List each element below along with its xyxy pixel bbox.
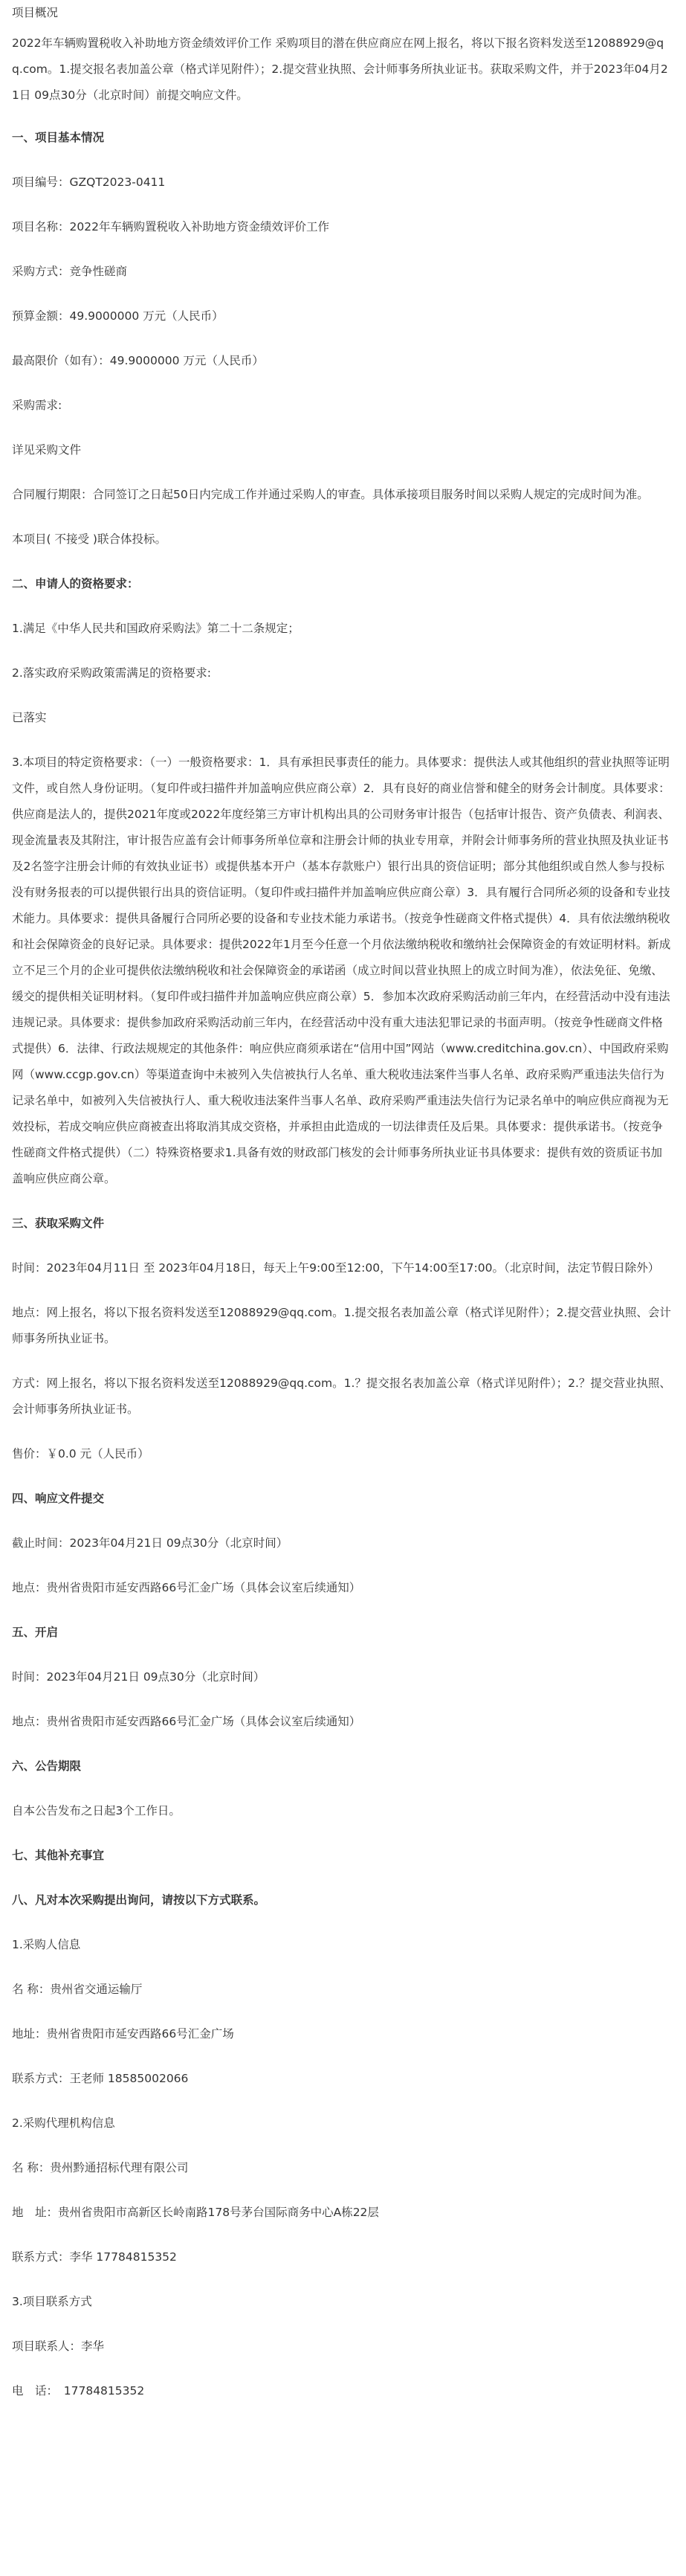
buyer-name: 名 称：贵州省交通运输厅 [12,1983,143,1996]
section-3-title: 三、获取采购文件 [12,1217,105,1230]
opening-time: 时间：2023年04月21日 09点30分（北京时间） [12,1670,265,1684]
overview-text: 2022年车辆购置税收入补助地方资金绩效评价工作 采购项目的潜在供应商应在网上报名，将以下报名资料发送至12088929@qq.com。1.提交报名表加盖公章（格式详见附件）；2.提交营业执照、会计师事务所执业证书。获取采购文件，并于2023年04月21日 09点30分（北京时间）前提交响应文件。 [12,36,668,102]
qualification-2: 2.落实政府采购政策需满足的资格要求: [12,666,212,680]
section-7-title: 七、其他补充事宜 [12,1849,105,1862]
qualification-1: 1.满足《中华人民共和国政府采购法》第二十二条规定； [12,622,300,635]
agent-address: 地 址：贵州省贵阳市高新区长岭南路178号茅台国际商务中心A栋22层 [12,2206,379,2219]
qualification-2-value: 已落实 [12,711,47,724]
agent-name: 名 称：贵州黔通招标代理有限公司 [12,2161,189,2174]
max-price: 最高限价（如有）：49.9000000 万元（人民币） [12,354,264,367]
section-2-title: 二、申请人的资格要求： [12,577,139,590]
buyer-info-label: 1.采购人信息 [12,1938,81,1951]
submission-place: 地点：贵州省贵阳市延安西路66号汇金广场（具体会议室后续通知） [12,1581,361,1594]
procurement-method: 采购方式：竞争性磋商 [12,265,128,278]
demand-text: 详见采购文件 [12,443,82,457]
opening-place: 地点：贵州省贵阳市延安西路66号汇金广场（具体会议室后续通知） [12,1715,361,1728]
project-contact-label: 3.项目联系方式 [12,2295,92,2308]
section-8-title: 八、凡对本次采购提出询问，请按以下方式联系。 [12,1893,266,1907]
agent-info-label: 2.采购代理机构信息 [12,2116,115,2130]
project-contact-phone: 电 话： 17784815352 [12,2384,145,2398]
budget-amount: 预算金额：49.9000000 万元（人民币） [12,309,224,323]
overview-label: 项目概况 [12,6,59,19]
buyer-address: 地址：贵州省贵阳市延安西路66号汇金广场 [12,2027,234,2041]
project-name: 项目名称：2022年车辆购置税收入补助地方资金绩效评价工作 [12,220,329,234]
demand-label: 采购需求: [12,399,62,412]
document-price: 售价：￥0.0 元（人民币） [12,1447,149,1461]
obtain-time: 时间：2023年04月11日 至 2023年04月18日，每天上午9:00至12:00，下午14:00至17:00。（北京时间，法定节假日除外） [12,1261,660,1275]
notice-period: 自本公告发布之日起3个工作日。 [12,1804,181,1817]
section-5-title: 五、开启 [12,1626,59,1639]
section-4-title: 四、响应文件提交 [12,1492,105,1505]
section-1-title: 一、项目基本情况 [12,131,105,144]
consortium-note: 本项目( 不接受 )联合体投标。 [12,532,166,546]
contract-term: 合同履行期限：合同签订之日起50日内完成工作并通过采购人的审查。具体承接项目服务时间以采购人规定的完成时间为准。 [12,488,649,501]
qualification-3: 3.本项目的特定资格要求：（一）一般资格要求：1．具有承担民事责任的能力。具体要求：提供法人或其他组织的营业执照等证明文件，或自然人身份证明。（复印件或扫描件并加盖响应供应商公章）2．具有良好的商业信誉和健全的财务会计制度。具体要求：供应商是法人的，提供2021年度或2022年度经第三方审计机构出具的公司财务审计报告（包括审计报告、资产负债表、利润表、现金流量表及其附注，审计报告应盖有会计师事务所单位章和注册会计师的执业专用章，并附会计师事务所的营业执照及执业证书及2名签字注册会计师的有效执业证书）或提供基本开户（基本存款账户）银行出具的资信证明；部分其他组织或自然人参与投标没有财务报表的可以提供银行出具的资信证明。（复印件或扫描件并加盖响应供应商公章）3．具有履行合同所必须的设备和专业技术能力。具体要求：提供具备履行合同所必要的设备和专业技术能力承诺书。（按竞争性磋商文件格式提供）4．具有依法缴纳税收和社会保障资金的良好记录。具体要求：提供2022年1月至今任意一个月依法缴纳税收和缴纳社会保障资金的有效证明材料。新成立不足三个月的企业可提供依法缴纳税收和社会保障资金的承诺函（成立时间以营业执照上的成立时间为准），依法免征、免缴、缓交的提供相关证明材料。（复印件或扫描件并加盖响应供应商公章）5．参加本次政府采购活动前三年内，在经营活动中没有违法违规记录。具体要求：提供参加政府采购活动前三年内，在经营活动中没有重大违法犯罪记录的书面声明。（按竞争性磋商文件格式提供）6．法律、行政法规规定的其他条件：响应供应商须承诺在“信用中国”网站（www.creditchina.gov.cn）、中国政府采购网（www.ccgp.gov.cn）等渠道查询中未被列入失信被执行人名单、重大税收违法案件当事人名单、政府采购严重违法失信行为记录名单中，如被列入失信被执行人、重大税收违法案件当事人名单、政府采购严重违法失信行为记录名单中的响应供应商视为无效投标，若成交响应供应商被查出将取消其成交资格，并承担由此造成的一切法律责任及后果。具体要求：提供承诺书。（按竞争性磋商文件格式提供）（二）特殊资格要求1.具备有效的财政部门核发的会计师事务所执业证书具体要求：提供有效的资质证书加盖响应供应商公章。 [12,756,671,1185]
project-contact-person: 项目联系人：李华 [12,2340,105,2353]
project-number: 项目编号：GZQT2023-0411 [12,176,166,189]
obtain-place: 地点：网上报名，将以下报名资料发送至12088929@qq.com。1.提交报名表加盖公章（格式详见附件）；2.提交营业执照、会计师事务所执业证书。 [12,1306,671,1345]
section-6-title: 六、公告期限 [12,1759,82,1773]
obtain-way: 方式：网上报名，将以下报名资料发送至12088929@qq.com。1.？提交报名表加盖公章（格式详见附件）；2.？提交营业执照、会计师事务所执业证书。 [12,1376,671,1416]
buyer-contact: 联系方式：王老师 18585002066 [12,2072,189,2085]
submission-deadline: 截止时间：2023年04月21日 09点30分（北京时间） [12,1536,288,1550]
agent-contact: 联系方式：李华 17784815352 [12,2250,177,2264]
